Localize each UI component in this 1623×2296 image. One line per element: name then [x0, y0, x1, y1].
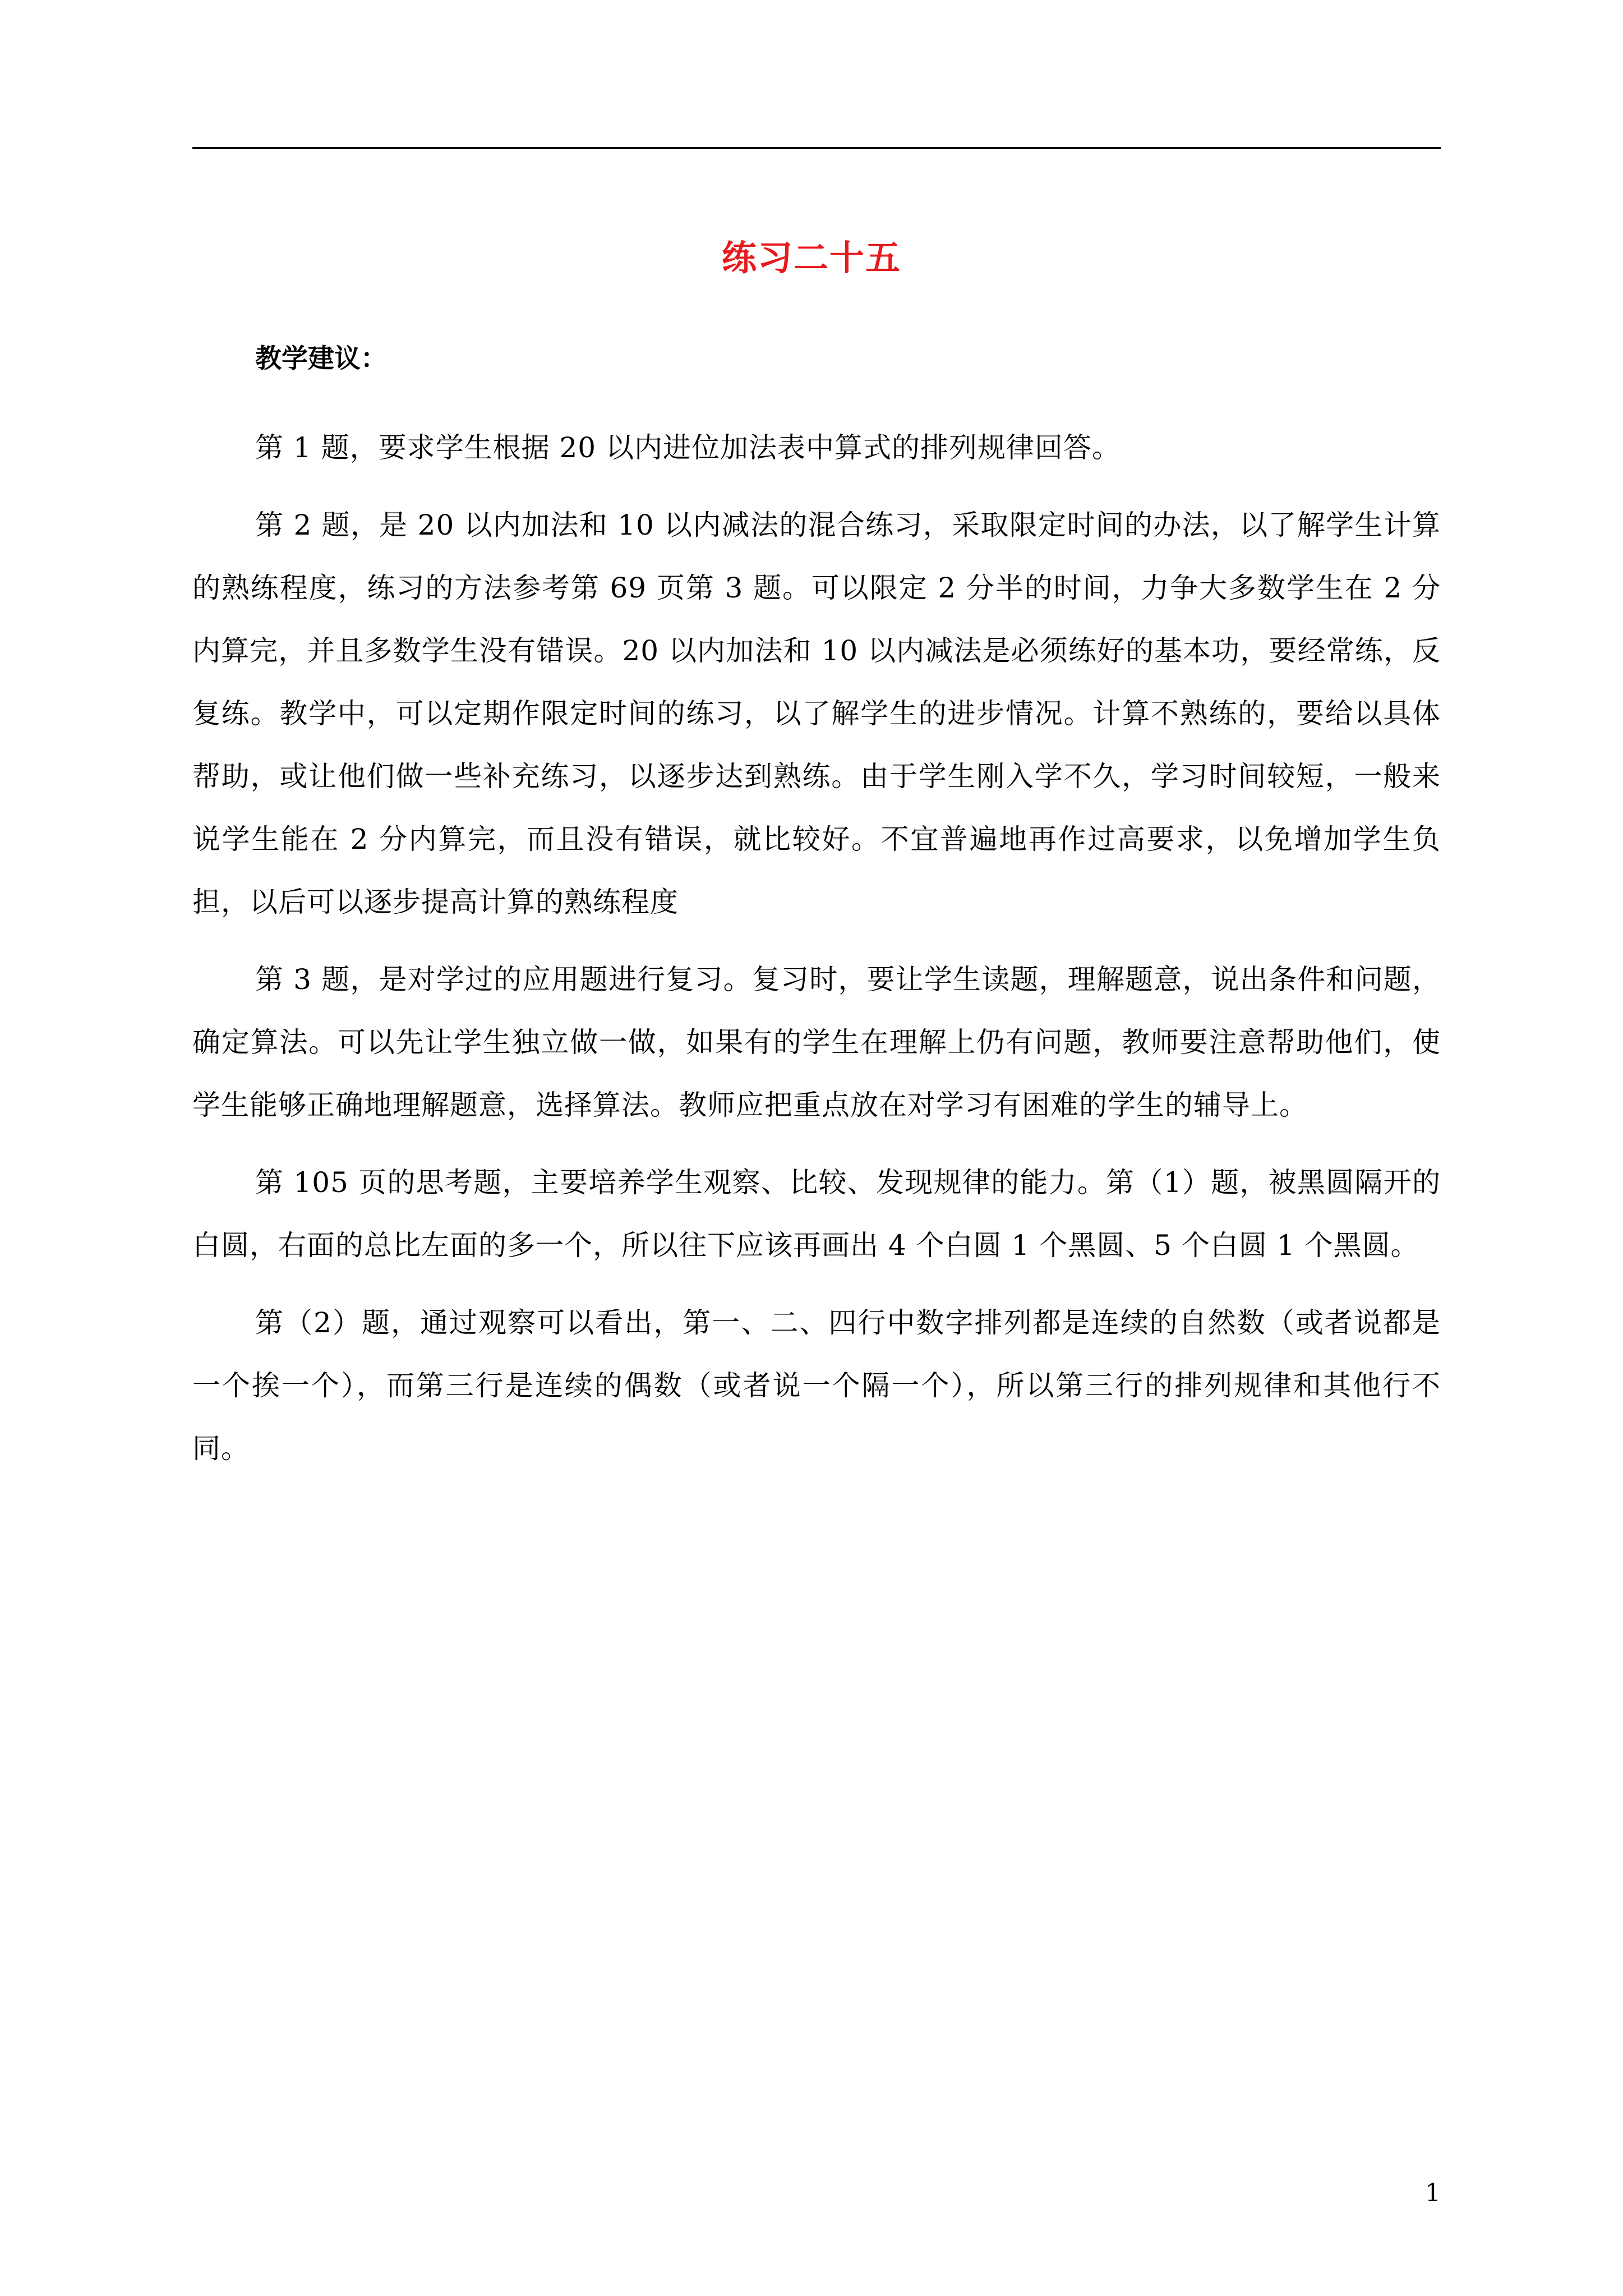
paragraph-5: 第（2）题，通过观察可以看出，第一、二、四行中数字排列都是连续的自然数（或者说都是一个挨一个），而第三行是连续的偶数（或者说一个隔一个），所以第三行的排列规律和其他行不同。: [192, 1306, 1441, 1465]
page-number: 1: [1425, 2179, 1441, 2207]
paragraph-1: 第 1 题，要求学生根据 20 以内进位加法表中算式的排列规律回答。: [255, 431, 1121, 464]
header-rule: [192, 147, 1441, 149]
document-title: 练习二十五: [721, 237, 901, 278]
paragraph-2: 第 2 题，是 20 以内加法和 10 以内减法的混合练习，采取限定时间的办法，以了解学生计算的熟练程度，练习的方法参考第 69 页第 3 题。可以限定 2 分半的时间，力争大多数学生在 2 分内算完，并且多数学生没有错误。20 以内加法和 10 以内减法是必须练好的基本功，要经常练，反复练。教学中，可以定期作限定时间的练习，以了解学生的进步情况。计算不熟练的，要给以具体帮助，或让他们做一些补充练习，以逐步达到熟练。由于学生刚入学不久，学习时间较短，一般来说学生能在 2 分内算完，而且没有错误，就比较好。不宜普遍地再作过高要求，以免增加学生负担，以后可以逐步提高计算的熟练程度: [192, 509, 1441, 918]
paragraph-3: 第 3 题，是对学过的应用题进行复习。复习时，要让学生读题，理解题意，说出条件和问题，确定算法。可以先让学生独立做一做，如果有的学生在理解上仍有问题，教师要注意帮助他们，使学生能够正确地理解题意，选择算法。教师应把重点放在对学习有困难的学生的辅导上。: [192, 963, 1441, 1121]
section-heading: 教学建议：: [255, 343, 387, 374]
paragraph-4: 第 105 页的思考题，主要培养学生观察、比较、发现规律的能力。第（1）题，被黑圆隔开的白圆，右面的总比左面的多一个，所以往下应该再画出 4 个白圆 1 个黑圆、5 个白圆 1 个黑圆。: [192, 1166, 1441, 1262]
document-body: [192, 337, 1441, 1494]
